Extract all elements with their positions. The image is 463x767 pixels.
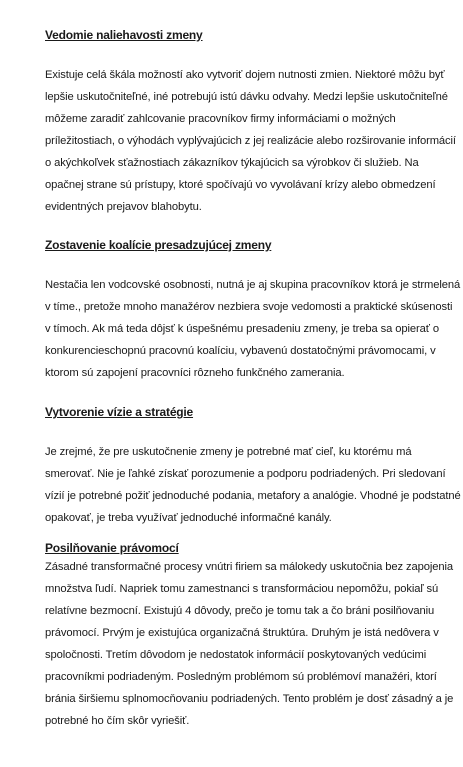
paragraph-line: množstva ľudí. Napriek tomu zamestnanci s transformáciou nepomôžu, pokiaľ sú [45,583,439,595]
paragraph-line: konkurencieschopnú pracovnú koalíciu, vybavenú dostatočnými právomocami, v [45,345,436,357]
paragraph-line: relatívne bezmocní. Existujú 4 dôvody, prečo je tomu tak a čo bráni posilňovaniu [45,605,435,617]
paragraph-line: opačnej strane sú prístupy, ktoré spočívajú vo vyvolávaní krízy alebo obmedzení [45,179,436,191]
paragraph-line: právomocí. Prvým je existujúca organizačná štruktúra. Druhým je istá nedôvera v [45,627,439,639]
paragraph-line: vízií je potrebné požiť jednoduché podania, metafory a analógie. Vhodné je podstatné [45,490,461,502]
paragraph-line: môžeme zaradiť zahlcovanie pracovníkov firmy informáciami o možných [45,113,396,125]
paragraph-line: v tíme., pretože mnoho manažérov nezbiera svoje vedomosti a praktické skúsenosti [45,301,453,313]
section-heading-vision: Vytvorenie vízie a stratégie [45,405,194,419]
paragraph-line: Zásadné transformačné procesy vnútri firiem sa málokedy uskutočnia bez zapojenia [45,561,454,573]
paragraph-line: pracovníkmi podriadeným. Posledným problémom sú problémoví manažéri, ktorí [45,671,437,683]
paragraph-line: príležitostiach, o výhodách vyplývajúcich z jej realizácie alebo rozširovanie informácií [45,135,456,147]
paragraph-line: Existuje celá škála možností ako vytvoriť dojem nutnosti zmien. Niektoré môžu byť [45,69,445,81]
section-heading-coalition: Zostavenie koalície presadzujúcej zmeny [45,238,272,252]
paragraph-line: ktorom sú zapojení pracovníci rôzneho funkčného zamerania. [45,367,345,379]
section-heading-empowerment: Posilňovanie právomocí [45,541,179,555]
section-heading-urgency: Vedomie naliehavosti zmeny [45,28,203,42]
paragraph-line: bránia širšiemu splnomocňovaniu podriadených. Tento problém je dosť zásadný a je [45,693,454,705]
paragraph-line: evidentných prejavov blahobytu. [45,201,202,213]
paragraph-line: o akýchkoľvek sťažnostiach zákazníkov týkajúcich sa výrobkov či služieb. Na [45,157,419,169]
paragraph-line: Je zrejmé, že pre uskutočnenie zmeny je potrebné mať cieľ, ku ktorému má [45,446,412,458]
paragraph-line: smerovať. Nie je ľahké získať porozumenie a podporu podriadených. Pri sledovaní [45,468,446,480]
paragraph-line: spoločnosti. Tretím dôvodom je nedostatok informácií poskytovaných vedúcimi [45,649,427,661]
paragraph-line: opakovať, je treba využívať jednoduché informačné kanály. [45,512,332,524]
paragraph-line: potrebné ho čím skôr vyriešiť. [45,715,190,727]
paragraph-line: Nestačia len vodcovské osobnosti, nutná je aj skupina pracovníkov ktorá je strmelená [45,279,461,291]
paragraph-line: v tímoch. Ak má teda dôjsť k úspešnému presadeniu zmeny, je treba sa opierať o [45,323,440,335]
paragraph-line: lepšie uskutočniteľné, iné potrebujú istú dávku odvahy. Medzi lepšie uskutočniteľné [45,91,448,103]
